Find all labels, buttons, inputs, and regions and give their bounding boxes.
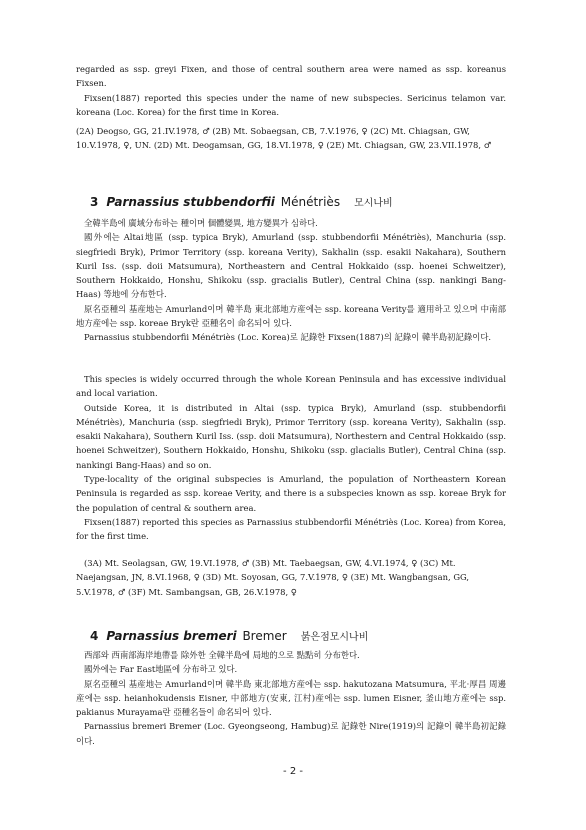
korean-paragraph: 國外에는 Altai地區 (ssp. typica Bryk), Amurland (ssp. stubbendorfii Ménétriès), Manchuria (ssp. siegfriedi Bryk), Primor Territory (ssp. koreana Verity), Sakhalin (ssp. esakii Nakahara), Southern Kuril Iss. (ssp. doii Matsumura), Northeastern and Central Hokkaido (ssp. hoenei Schweitzer), Southern Hokkaido, Honshu, Shikoku (ssp. gracialis Butler), Central China (ssp. nankingi Bang-Haas) 等地에 分布한다. [76, 232, 506, 300]
species-author: Bremer [242, 629, 287, 643]
english-paragraph: Type-locality of the original subspecies is Amurland, the population of Northeastern Korean Peninsula is regarded as ssp. koreae Verity, and there is a subspecies known as ssp. koreae Bryk for the population of central & southern area. [76, 474, 506, 513]
species-heading-3 [90, 194, 393, 212]
species-heading-4 [90, 628, 368, 646]
korean-paragraph: 原名亞種의 基産地는 Amurland이며 韓半島 東北部地方産에는 ssp. hakutozana Matsumura, 平北·厚昌 周邊産에는 ssp. heianhokudensis Eisner, 中部地方(安東, 江村)産에는 ssp. lumen Eisner, 釜山地方産에는 ssp. pakianus Murayama란 亞種名들이 命名되어 있다. [76, 678, 506, 718]
species-number: 4 [90, 629, 99, 643]
species-korean-name: 모시나비 [354, 198, 393, 209]
species-korean-name: 붉은점모시나비 [300, 632, 369, 643]
species-scientific-name: Parnassius stubbendorfii [106, 195, 275, 209]
korean-paragraph: 全韓半島에 廣域分布하는 種이며 個體變異, 地方變異가 심하다. [84, 218, 318, 228]
specimen-locality-list: (3A) Mt. Seolagsan, GW, 19.VI.1978, ♂ (3B) Mt. Taebaegsan, GW, 4.VI.1974, ♀ (3C) Mt. Naejangsan, JN, 8.VI.1968, ♀ (3D) Mt. Soyosan, GG, 7.V.1978, ♀ (3E) Mt. Wangbangsan, GG, 5.V.1978, ♂ (3F) Mt. Sambangsan, GB, 26.V.1978, ♀ [76, 558, 470, 597]
korean-paragraph: Parnassius bremeri Bremer (Loc. Gyeongseong, Hambug)로 記錄한 Nire(1919)의 記錄이 韓半島初記錄이다. [76, 721, 506, 746]
section-2-continuation [76, 62, 506, 153]
korean-paragraph: 原名亞種의 基産地는 Amurland이며 韓半島 東北部地方産에는 ssp. koreana Verity를 適用하고 있으며 中南部地方産에는 ssp. koreae Bryk란 亞種名이 命名되어 있다. [76, 303, 506, 329]
korean-paragraph: 西部와 西南部海岸地帶를 除外한 全韓半島에 局地的으로 點點히 分布한다. [84, 650, 360, 660]
section-4-korean-text [76, 648, 506, 748]
section-3-english-text [76, 372, 506, 544]
english-paragraph: regarded as ssp. greyi Fixen, and those of central southern area were named as ssp. koreanus Fixsen. [76, 64, 506, 89]
section-3-korean-text [76, 216, 506, 345]
section-3-specimen-list [76, 556, 506, 599]
english-paragraph: Fixsen(1887) reported this species under the name of new subspecies. Sericinus telamon var. koreana (Loc. Korea) for the first time in Korea. [76, 92, 506, 117]
english-paragraph: Fixsen(1887) reported this species as Parnassius stubbendorfii Ménétriès (Loc. Korea) from Korea, for the first time. [76, 516, 506, 542]
english-paragraph: Outside Korea, it is distributed in Altai (ssp. typica Bryk), Amurland (ssp. stubbendorfii Ménétriès), Manchuria (ssp. siegfriedi Bryk), Primor Territory (ssp. koreana Verity), Sakhalin (ssp. esakii Nakahara), Southern Kuril Iss. (ssp. doii Matsumura), Northestern and Central Hokkaido (ssp. hoenei Schweitzer), Southern Hokkaido, Honshu, Shikoku (ssp. glacialis Butler), Central China (ssp. nankingi Bang-Haas) and so on. [76, 402, 506, 470]
specimen-locality-list: (2A) Deogso, GG, 21.IV.1978, ♂ (2B) Mt. Sobaegsan, CB, 7.V.1976, ♀ (2C) Mt. Chiagsan, GW, 10.V.1978, ♀, UN. (2D) Mt. Deogamsan, GG, 18.VI.1978, ♀ (2E) Mt. Chiagsan, GW, 23.VII.1978, ♂ [76, 126, 492, 151]
species-number: 3 [90, 195, 99, 209]
species-author: Ménétriès [280, 195, 341, 209]
english-paragraph: This species is widely occurred through the whole Korean Peninsula and has excessive individual and local variation. [76, 374, 506, 399]
korean-paragraph: 國外에는 Far East地區에 分布하고 있다. [84, 664, 238, 675]
korean-paragraph: Parnassius stubbendorfii Ménétriès (Loc. Korea)로 記錄한 Fixsen(1887)의 記錄이 韓半島初記錄이다. [84, 332, 492, 343]
species-scientific-name: Parnassius bremeri [106, 629, 237, 643]
page-number: - 2 - [283, 766, 303, 777]
